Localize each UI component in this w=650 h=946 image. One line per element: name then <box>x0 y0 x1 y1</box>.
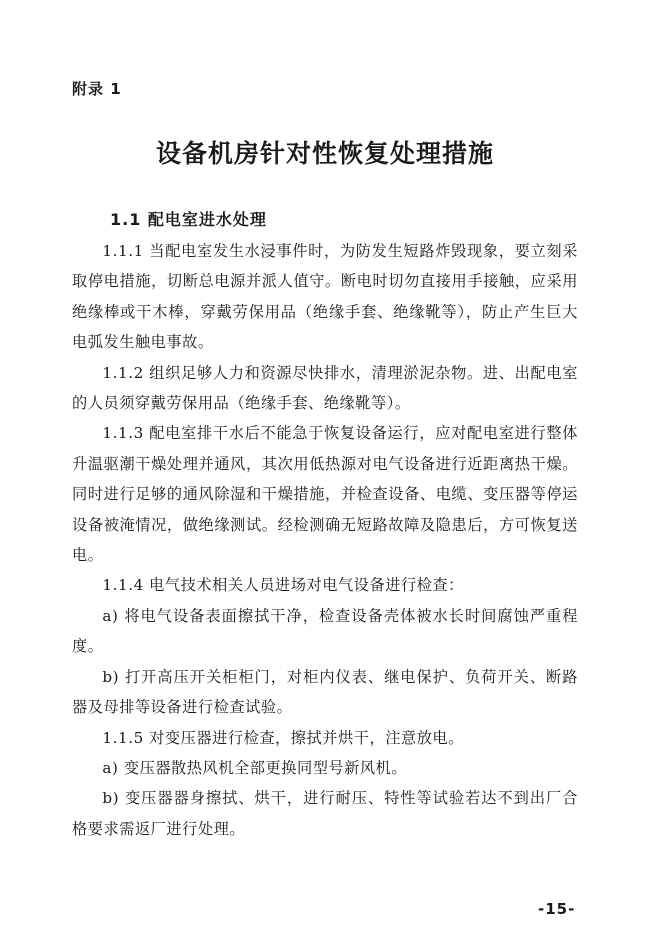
paragraph-1-1-4: 1.1.4 电气技术相关人员进场对电气设备进行检查： <box>102 576 464 595</box>
list-item-1-1-5-a: a) 变压器散热风机全部更换同型号新风机。 <box>102 758 408 777</box>
paragraph-1-1-3: 1.1.3 配电室排干水后不能急于恢复设备运行，应对配电室进行整体升温驱潮干燥处理并通风，其次用低热源对电气设备进行近距离热干燥。同时进行足够的通风除湿和干燥措施，并检查设备、电缆、变压器等停运设备被淹情况，做绝缘测试。经检测确无短路故障及隐患后，方可恢复送电。 <box>72 424 578 565</box>
paragraph-1-1-2: 1.1.2 组织足够人力和资源尽快排水，清理淤泥杂物。进、出配电室的人员须穿戴劳保用品（绝缘手套、绝缘靴等）。 <box>72 363 578 413</box>
list-item-1-1-5-b: b) 变压器器身擦拭、烘干，进行耐压、特性等试验若达不到出厂合格要求需返厂进行处理。 <box>72 789 578 838</box>
paragraph-1-1-1: 1.1.1 当配电室发生水浸事件时，为防发生短路炸毁现象，要立刻采取停电措施，切断总电源并派人值守。断电时切勿直接用手接触，应采用绝缘棒或干木棒，穿戴劳保用品（绝缘手套、绝缘靴等），防止产生巨大电弧发生触电事故。 <box>72 242 578 352</box>
document-title: 设备机房针对性恢复处理措施 <box>155 139 494 168</box>
paragraph-1-1-5: 1.1.5 对变压器进行检查，擦拭并烘干，注意放电。 <box>102 728 464 747</box>
appendix-label: 附录 1 <box>72 80 122 98</box>
section-body <box>72 236 578 844</box>
page-number: -15- <box>538 900 576 918</box>
list-item-1-1-4-b: b) 打开高压开关柜柜门，对柜内仪表、继电保护、负荷开关、断路器及母排等设备进行检查试验。 <box>72 667 578 717</box>
section-heading: 1.1 配电室进水处理 <box>110 210 267 229</box>
list-item-1-1-4-a: a) 将电气设备表面擦拭干净，检查设备壳体被水长时间腐蚀严重程度。 <box>72 606 578 656</box>
